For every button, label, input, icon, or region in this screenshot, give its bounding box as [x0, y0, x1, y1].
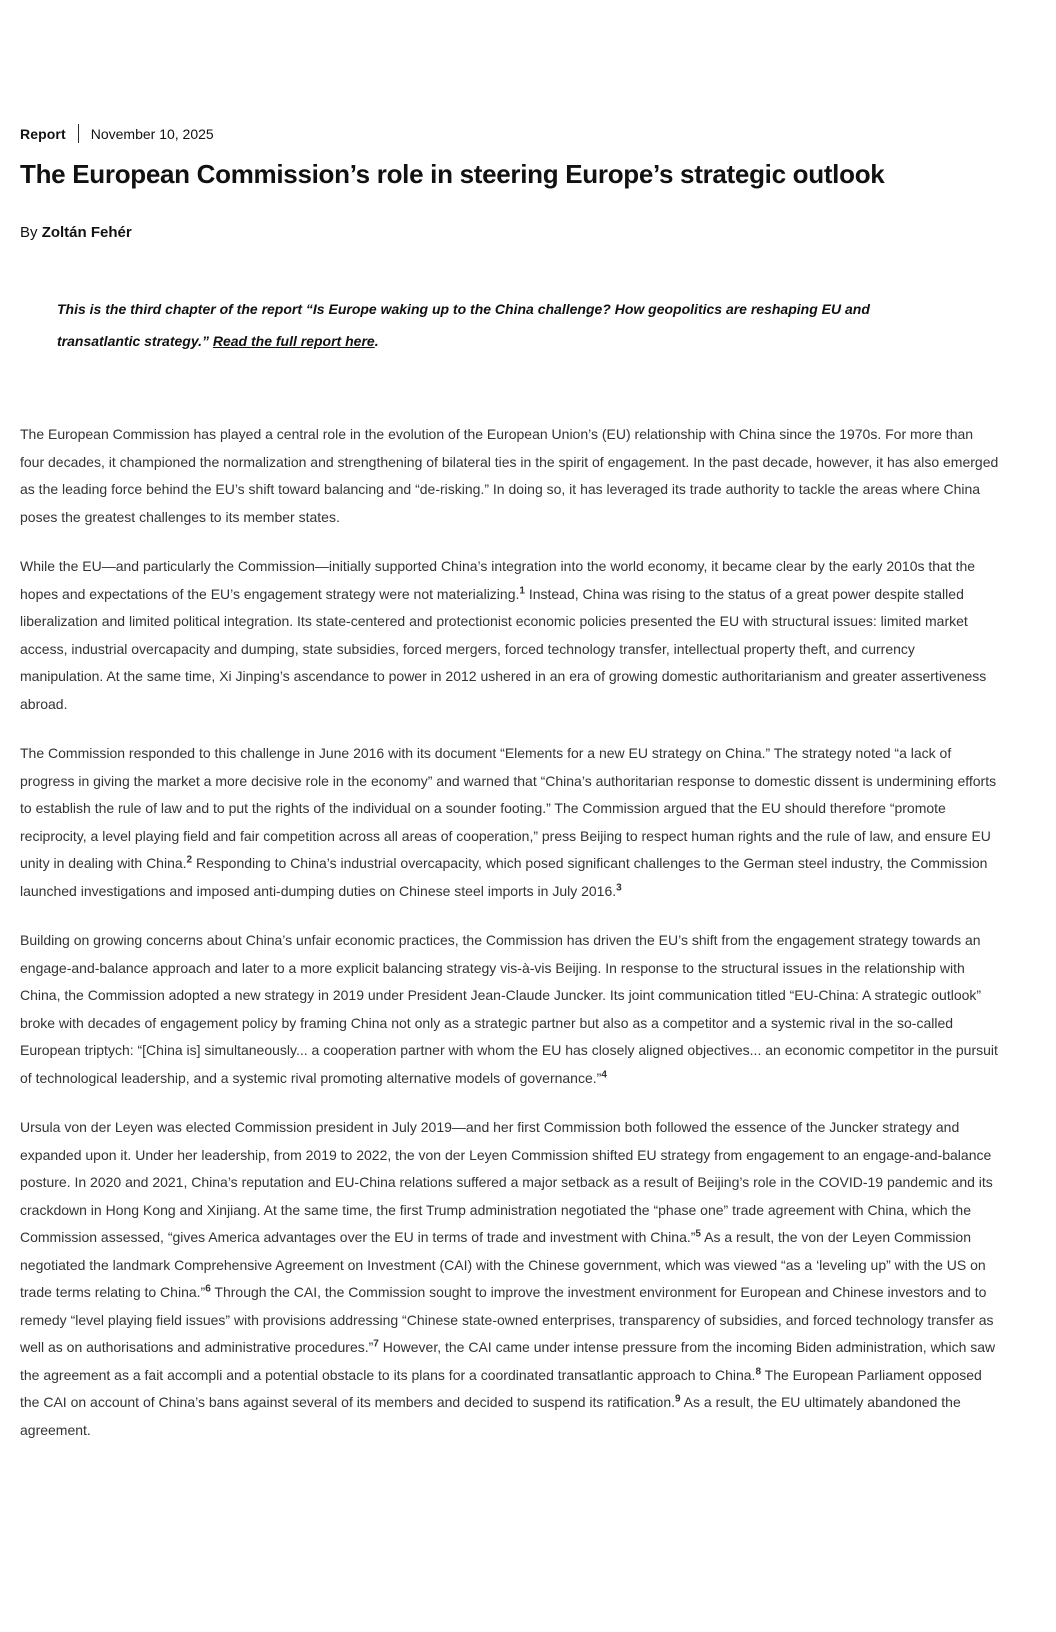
footnote-ref[interactable]: 1 — [519, 585, 525, 597]
footnote-ref[interactable]: 3 — [616, 882, 622, 894]
footnote-ref[interactable]: 8 — [755, 1366, 762, 1378]
footnote-ref[interactable]: 9 — [675, 1393, 681, 1405]
publish-date: November 10, 2025 — [90, 125, 214, 142]
article-paragraph: The Commission responded to this challenge in June 2016 with its document “Elements for a new EU strategy on China.” The strategy noted “a lack of progress in giving the market a more decisive role in the economy” and warned that “China’s authoritarian response to domestic dissent is undermining efforts to establish the rule of law and to put the rights of the individual on a sounder footing.” The Commission argued that the EU should therefore “promote reciprocity, a level playing field and fair competition across all areas of cooperation,” press Beijing to respect human rights and the rule of law, and ensure EU unity in dealing with China.$^2$ Responding to China’s industrial overcapacity, which posed significant challenges to the German steel industry, the Commission launched investigations and imposed anti-dumping duties on Chinese steel imports in July 2016.$^3$ — [20, 745, 997, 899]
article-paragraph: The European Commission has played a central role in the evolution of the European Union’s (EU) relationship with China since the 1970s. For more than four decades, it championed the normalization and strengthening of bilateral ties in the spirit of engagement. In the past decade, however, it has also emerged as the leading force behind the EU’s shift toward balancing and “de-risking.” In doing so, it has leveraged its trade authority to tackle the areas where China poses the greatest challenges to its member states. — [20, 426, 999, 525]
article-paragraph: While the EU—and particularly the Commission—initially supported China’s integration into the world economy, it became clear by the early 2010s that the hopes and expectations of the EU’s engagement strategy were not materializing.$^1$ Instead, China was rising to the status of a great power despite stalled liberalization and limited political integration. Its state-centered and protectionist economic policies presented the EU with structural issues: limited market access, industrial overcapacity and dumping, state subsidies, forced mergers, forced technology transfer, intellectual property theft, and currency manipulation. At the same time, Xi Jinping’s ascendance to power in 2012 ushered in an era of growing domestic authoritarianism and greater assertiveness abroad. — [20, 558, 987, 712]
article-paragraph: Building on growing concerns about China’s unfair economic practices, the Commission has driven the EU’s shift from the engagement strategy towards an engage-and-balance approach and later to a more explicit balancing strategy vis-à-vis Beijing. In response to the structural issues in the relationship with China, the Commission adopted a new strategy in 2019 under President Jean-Claude Juncker. Its joint communication titled “EU-China: A strategic outlook” broke with decades of engagement policy by framing China not only as a strategic partner but also as a competitor and a systemic rival in the so-called European triptych: “[China is] simultaneously... a cooperation partner with whom the EU has closely aligned objectives... an economic competitor in the pursuit of technological leadership, and a systemic rival promoting alternative models of governance.”$^4$ — [20, 932, 998, 1086]
byline — [20, 224, 1000, 241]
footnote-ref[interactable]: 2 — [186, 854, 193, 866]
kicker-row — [20, 124, 1000, 143]
intro-text-end: . — [374, 333, 379, 350]
footnote-ref[interactable]: 5 — [695, 1228, 701, 1240]
article-paragraph: Ursula von der Leyen was elected Commission president in July 2019—and her first Commission both followed the essence of the Juncker strategy and expanded upon it. Under her leadership, from 2019 to 2022, the von der Leyen Commission shifted EU strategy from engagement to an engage-and-balance posture. In 2020 and 2021, China’s reputation and EU-China relations suffered a major setback as a result of Beijing’s role in the COVID-19 pandemic and its crackdown in Hong Kong and Xinjiang. At the same time, the first Trump administration negotiated the “phase one” trade agreement with China, which the Commission assessed, “gives America advantages over the EU in terms of trade and investment with China.”$^5$ As a result, the von der Leyen Commission negotiated the landmark Comprehensive Agreement on Investment (CAI) with the Chinese government, which was viewed “as a ‘leveling up” with the US on trade terms relating to China.”$^6$ Through the CAI, the Commission sought to improve the investment environment for European and Chinese investors and to remedy “level playing field issues” with provisions addressing “Chinese state-owned enterprises, transparency of subsidies, and forced technology transfer as well as on authorisations and administrative procedures.”$^7$ However, the CAI came under intense pressure from the incoming Biden administration, which saw the agreement as a fait accompli and a potential obstacle to its plans for a coordinated transatlantic approach to China.$^8$ The European Parliament opposed the CAI on account of China’s bans against several of its members and decided to suspend its ratification.$^9$ As a result, the EU ultimately abandoned the agreement. — [20, 1119, 996, 1438]
footnote-ref[interactable]: 6 — [205, 1283, 211, 1295]
article-body — [20, 421, 1000, 1444]
intro-note — [57, 293, 937, 357]
byline-prefix: By — [20, 224, 42, 242]
footnote-ref[interactable]: 4 — [601, 1069, 607, 1081]
intro-text: This is the third chapter of the report “Is Europe waking up to the China challenge? How geopolitics are reshaping EU and transatlantic strategy.” — [57, 301, 870, 350]
footnote-ref[interactable]: 7 — [373, 1338, 379, 1350]
author-name: Zoltán Fehér — [41, 224, 132, 242]
page-title: The European Commission’s role in steering Europe’s strategic outlook — [20, 159, 885, 189]
full-report-link[interactable]: Read the full report here — [212, 333, 375, 350]
content-type-label: Report — [20, 125, 66, 142]
kicker-divider — [78, 124, 79, 143]
